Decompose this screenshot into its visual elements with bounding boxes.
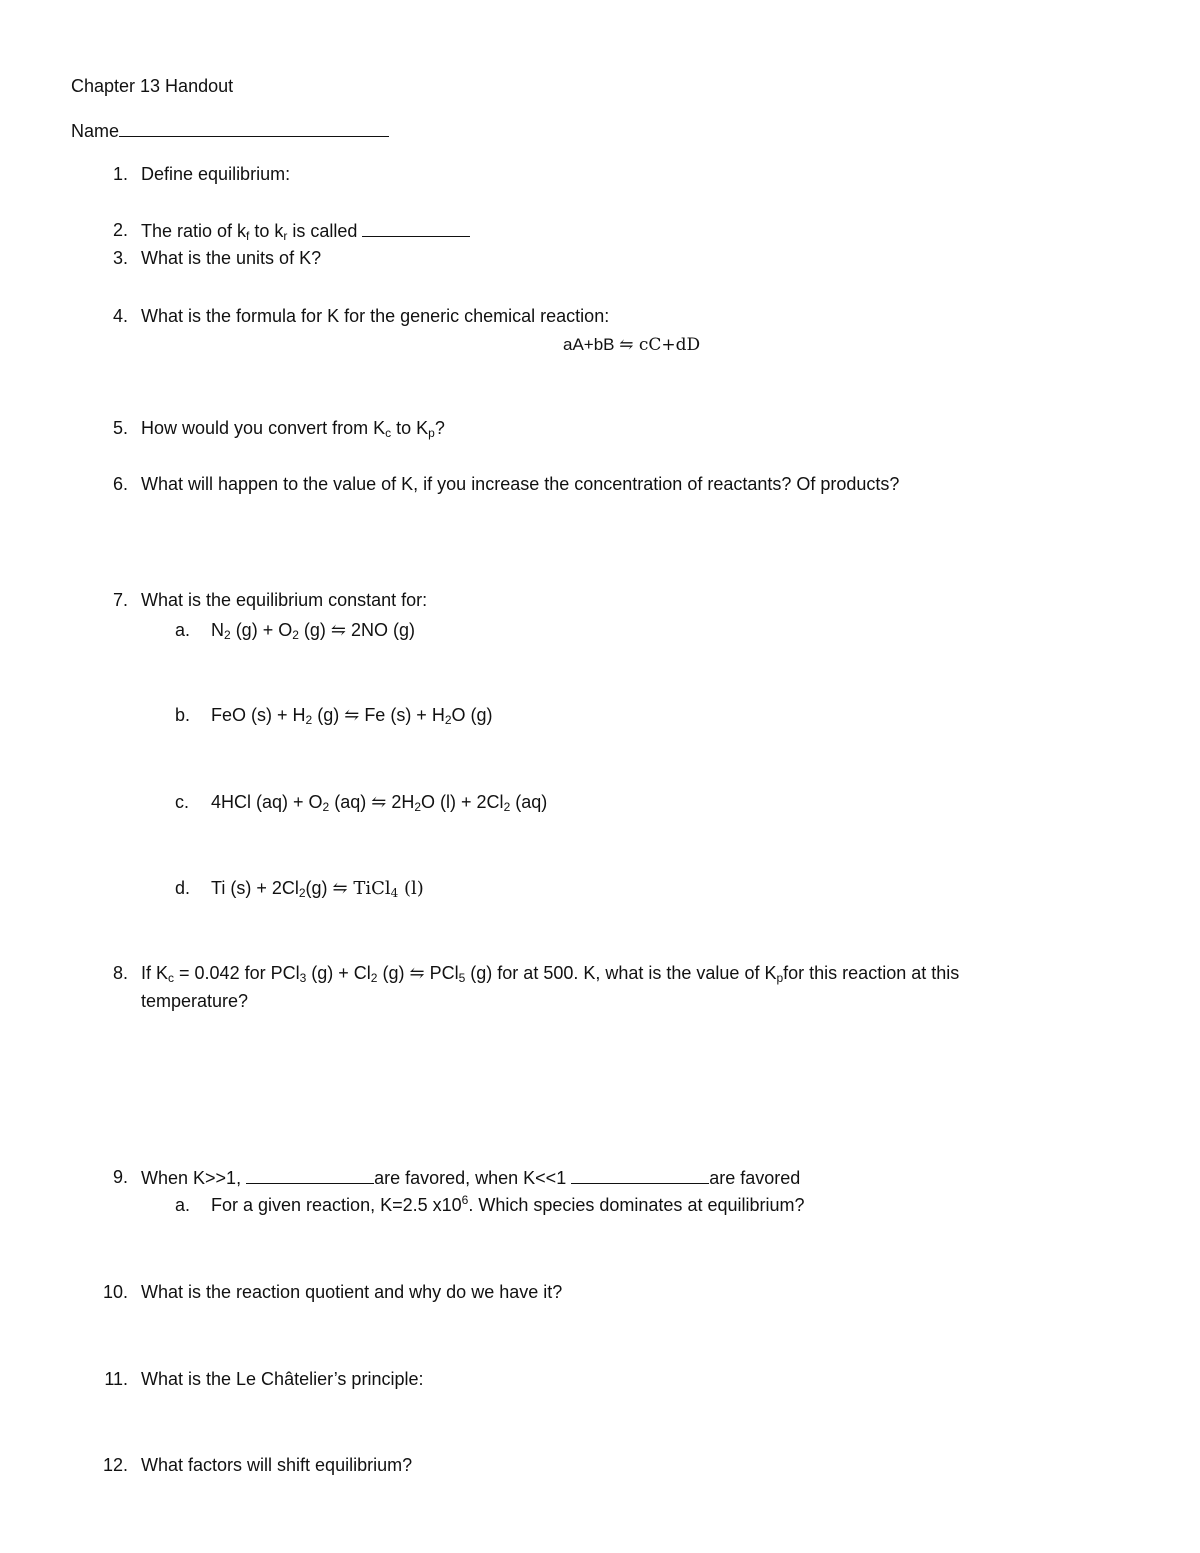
- question-text: [141, 1165, 800, 1190]
- text-segment: . Which species dominates at equilibrium?: [468, 1195, 805, 1215]
- text-segment: is called: [287, 221, 363, 241]
- subscript: 4: [390, 886, 399, 900]
- subscript: 2: [414, 800, 422, 814]
- equilibrium-arrow-icon: ⇋: [409, 963, 425, 984]
- subscript: p: [428, 426, 435, 440]
- name-line[interactable]: [71, 118, 389, 143]
- question-text: What is the units of K?: [141, 248, 322, 268]
- text-segment: (g) + O: [230, 620, 293, 640]
- question-text: [141, 218, 470, 243]
- question-number: 1.: [112, 164, 128, 184]
- text-segment: N: [211, 620, 224, 640]
- question-text-continued: temperature?: [141, 991, 249, 1011]
- subscript: c: [168, 971, 175, 985]
- equation-left: aA+bB: [563, 335, 620, 354]
- question-text: Define equilibrium:: [141, 164, 291, 184]
- question-number: 7.: [112, 590, 128, 610]
- question-text: What is the Le Châtelier’s principle:: [141, 1369, 424, 1389]
- equilibrium-arrow-icon: ⇋: [330, 620, 346, 641]
- question-text: What is the equilibrium constant for:: [141, 590, 428, 610]
- text-segment: (aq): [510, 792, 548, 812]
- page-title: Chapter 13 Handout: [71, 76, 234, 96]
- text-segment: (g) for at 500. K, what is the value of K: [465, 963, 777, 983]
- reaction-c: [211, 790, 547, 815]
- text-segment: (g): [377, 963, 410, 983]
- subscript: 2: [503, 800, 511, 814]
- text-segment: 2H: [386, 792, 415, 812]
- answer-blank[interactable]: [362, 218, 470, 237]
- text-segment: (aq): [329, 792, 372, 812]
- text-segment: are favored: [709, 1168, 801, 1188]
- subscript: 3: [299, 971, 307, 985]
- text-segment: (g): [298, 620, 331, 640]
- subscript: 2: [370, 971, 378, 985]
- text-segment: If K: [141, 963, 169, 983]
- text-segment: FeO (s) + H: [211, 705, 306, 725]
- subscript: 2: [224, 628, 231, 642]
- question-text: [141, 416, 445, 440]
- sub-question-label: b.: [175, 705, 191, 725]
- subscript: f: [246, 229, 250, 243]
- equilibrium-arrow-icon: ⇋: [332, 878, 348, 899]
- question-number: 8.: [112, 963, 128, 983]
- question-number: 10.: [102, 1282, 128, 1302]
- reaction-a: [211, 618, 415, 643]
- answer-blank[interactable]: [246, 1165, 374, 1184]
- subscript: 2: [292, 628, 299, 642]
- subscript: 5: [458, 971, 466, 985]
- text-segment: 4HCl (aq) + O: [211, 792, 323, 812]
- text-segment: For a given reaction, K=2.5 x10: [211, 1195, 462, 1215]
- subscript: 2: [298, 886, 306, 900]
- sub-question-label: a.: [175, 620, 191, 640]
- text-segment: for this reaction at this: [783, 963, 960, 983]
- question-number: 5.: [112, 418, 128, 438]
- subscript: 2: [322, 800, 330, 814]
- text-segment: Fe (s) + H: [359, 705, 445, 725]
- equilibrium-arrow-icon: ⇋: [344, 705, 360, 726]
- generic-reaction-equation: [563, 333, 700, 357]
- text-segment: Ti (s) + 2Cl: [211, 878, 299, 898]
- subscript: 2: [444, 713, 452, 727]
- name-label: Name: [71, 121, 120, 141]
- equation-right: cC+dD: [633, 335, 701, 355]
- text-segment: O (g): [451, 705, 493, 725]
- subscript: 2: [305, 713, 313, 727]
- question-number: 9.: [112, 1167, 128, 1187]
- text-segment: The ratio of k: [141, 221, 247, 241]
- question-text: What is the reaction quotient and why do we have it?: [141, 1282, 563, 1302]
- sub-question-text: [211, 1193, 805, 1217]
- sub-question-label: d.: [175, 878, 191, 898]
- text-segment: When K>>1,: [141, 1168, 247, 1188]
- text-segment: How would you convert from K: [141, 418, 386, 438]
- question-text: What is the formula for K for the generic chemical reaction:: [141, 306, 610, 326]
- subscript: r: [283, 229, 288, 243]
- sub-question-label: a.: [175, 1195, 191, 1215]
- text-segment: to k: [249, 221, 284, 241]
- question-number: 6.: [112, 474, 128, 494]
- equilibrium-arrow-icon: ⇋: [619, 335, 634, 355]
- text-segment: 2NO (g): [346, 620, 416, 640]
- subscript: p: [776, 971, 784, 985]
- text-segment: to K: [391, 418, 429, 438]
- reaction-d: [211, 876, 424, 901]
- equilibrium-arrow-icon: ⇋: [371, 792, 387, 813]
- answer-blank[interactable]: [571, 1165, 709, 1184]
- text-segment: O (l) + 2Cl: [421, 792, 504, 812]
- text-segment: are favored, when K<<1: [374, 1168, 572, 1188]
- question-text: What factors will shift equilibrium?: [141, 1455, 413, 1475]
- superscript: 6: [461, 1193, 469, 1207]
- question-text: [141, 961, 959, 986]
- text-segment: TiCl: [347, 878, 391, 899]
- question-number: 3.: [112, 248, 128, 268]
- question-number: 2.: [112, 220, 128, 240]
- question-text: What will happen to the value of K, if you increase the concentration of reactants? Of products?: [141, 474, 900, 494]
- subscript: c: [385, 426, 392, 440]
- name-blank[interactable]: [119, 118, 389, 137]
- text-segment: (g): [312, 705, 345, 725]
- text-segment: PCl: [424, 963, 459, 983]
- text-segment: (g): [305, 878, 333, 898]
- question-number: 12.: [102, 1455, 128, 1475]
- question-number: 11.: [104, 1369, 128, 1389]
- sub-question-label: c.: [175, 792, 190, 812]
- text-segment: ?: [434, 418, 445, 438]
- text-segment: (l): [398, 878, 424, 899]
- reaction-b: [211, 703, 493, 728]
- text-segment: (g) + Cl: [306, 963, 371, 983]
- question-number: 4.: [112, 306, 128, 326]
- text-segment: = 0.042 for PCl: [174, 963, 300, 983]
